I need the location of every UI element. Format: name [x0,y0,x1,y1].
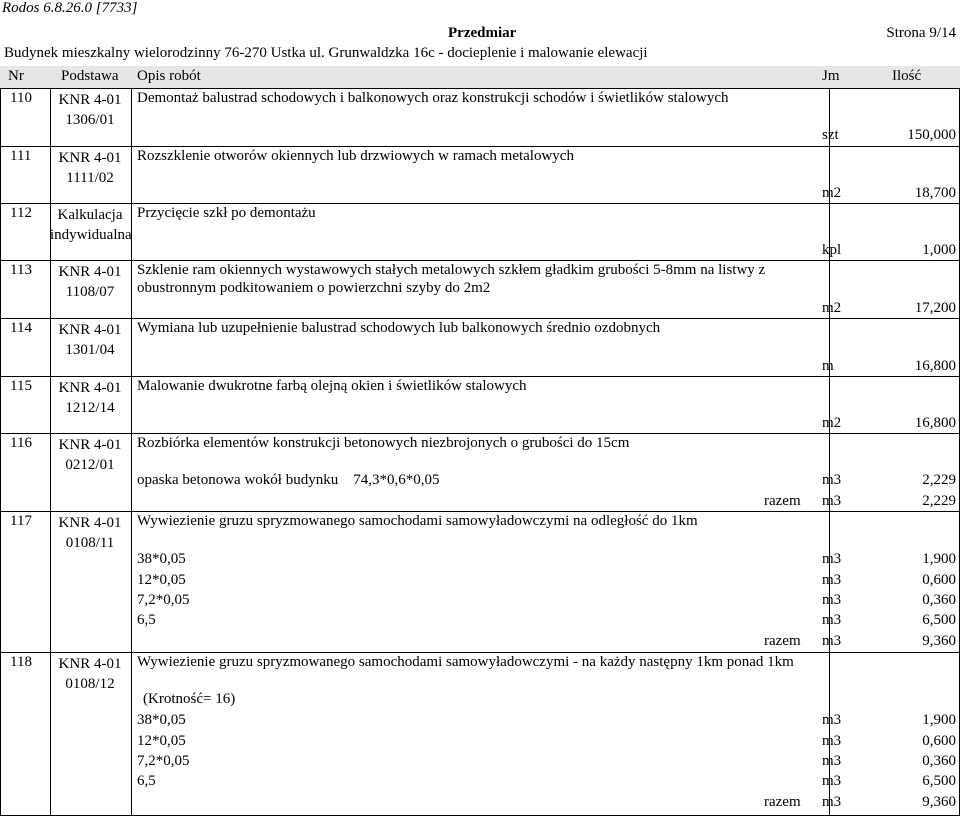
basis-code: Kalkulacja [57,207,123,223]
row-divider [0,511,960,512]
total-unit: m3 [822,794,842,810]
column-header [0,66,960,88]
row-quantity: 16,800 [914,415,956,431]
measurement-text: opaska betonowa wokół budynku 74,3*0,6*0,05 [137,472,440,488]
total-unit: m3 [822,633,842,649]
total-quantity: 9,360 [922,633,956,649]
measurement-quantity: 0,600 [922,733,956,749]
row-divider [0,260,960,261]
row-basis [50,148,130,188]
measurement-text: 6,5 [137,773,156,789]
measurement-text: 38*0,05 [137,712,186,728]
measurement-quantity: 0,600 [922,572,956,588]
row-description: Wywiezienie gruzu spryzmowanego samochodami samowyładowczymi - na każdy następny 1km ponad 1km [137,654,794,670]
row-number: 118 [10,654,32,670]
row-description: Rozszklenie otworów okiennych lub drzwiowych w ramach metalowych [137,148,574,164]
row-number: 112 [10,205,32,221]
basis-ref: 1111/02 [66,170,114,186]
row-unit: m [822,358,834,374]
row-basis [50,262,130,302]
row-quantity: 17,200 [914,300,956,316]
basis-ref: 1108/07 [65,284,115,300]
measurement-unit: m3 [822,551,842,567]
multiplier-note: (Krotność= 16) [143,691,236,707]
measurement-text: 6,5 [137,612,156,628]
row-unit: szt [822,127,839,143]
measurement-text: 12*0,05 [137,572,186,588]
row-divider [0,376,960,377]
row-number: 111 [10,148,32,164]
measurement-unit: m3 [822,773,842,789]
basis-ref: 1212/14 [65,400,115,416]
measurement-unit: m3 [822,612,842,628]
measurement-unit: m3 [822,733,842,749]
measurement-unit: m3 [822,753,842,769]
row-number: 115 [10,378,32,394]
page-number: Strona 9/14 [886,25,956,41]
row-unit: m2 [822,415,842,431]
measurement-unit: m3 [822,592,842,608]
measurement-text: 12*0,05 [137,733,186,749]
row-number: 110 [10,90,32,106]
row-quantity: 1,000 [922,242,956,258]
measurement-quantity: 1,900 [922,551,956,567]
row-basis [50,378,130,418]
measurement-quantity: 2,229 [922,472,956,488]
total-unit: m3 [822,493,842,509]
basis-code: KNR 4-01 [58,322,122,338]
row-unit: kpl [822,242,842,258]
row-number: 117 [10,513,32,529]
total-quantity: 9,360 [922,794,956,810]
measurement-text: 7,2*0,05 [137,592,190,608]
row-basis [50,205,130,245]
row-number: 114 [10,320,32,336]
row-basis [50,90,130,130]
measurement-text: 38*0,05 [137,551,186,567]
row-divider [0,433,960,434]
total-label: razem [764,493,801,509]
row-quantity: 18,700 [914,185,956,201]
row-unit: m2 [822,300,842,316]
row-basis [50,320,130,360]
row-quantity: 16,800 [914,358,956,374]
row-number: 116 [10,435,32,451]
col-opis: Opis robót [137,68,201,84]
row-basis [50,513,130,553]
row-description: Demontaż balustrad schodowych i balkonowych oraz konstrukcji schodów i świetlików stalowych [137,90,729,106]
measurement-quantity: 0,360 [922,753,956,769]
basis-code: KNR 4-01 [58,264,122,280]
total-quantity: 2,229 [922,493,956,509]
basis-ref: 1306/01 [65,112,115,128]
basis-ref: 0108/11 [65,535,115,551]
document-subtitle: Budynek mieszkalny wielorodzinny 76-270 Ustka ul. Grunwaldzka 16c - docieplenie i malowanie elewacji [4,45,648,61]
row-description-cont: obustronnym podkitowaniem o powierzchni szyby do 2m2 [137,280,491,296]
basis-code: KNR 4-01 [58,656,122,672]
row-description: Malowanie dwukrotne farbą olejną okien i świetlików stalowych [137,378,527,394]
header-rule [0,88,960,89]
row-description: Szklenie ram okiennych wystawowych stałych metalowych szkłem gładkim grubości 5-8mm na listwy z [137,262,766,278]
basis-code: KNR 4-01 [58,92,122,108]
row-description: Wymiana lub uzupełnienie balustrad schodowych lub balkonowych średnio ozdobnych [137,320,661,336]
measurement-quantity: 0,360 [922,592,956,608]
row-basis [50,654,130,694]
document-title: Przedmiar [448,25,517,41]
grid-line [0,88,1,816]
basis-code: KNR 4-01 [58,150,122,166]
app-title: Rodos 6.8.26.0 [7733] [2,0,138,16]
row-divider [0,203,960,204]
measurement-quantity: 1,900 [922,712,956,728]
grid-line [131,88,132,816]
row-description: Wywiezienie gruzu spryzmowanego samochodami samowyładowczymi na odległość do 1km [137,513,698,529]
basis-ref: 0212/01 [65,457,115,473]
row-divider [0,146,960,147]
measurement-text: 7,2*0,05 [137,753,190,769]
row-quantity: 150,000 [907,127,956,143]
row-divider [0,652,960,653]
col-jm: Jm [822,68,840,84]
row-description: Przycięcie szkł po demontażu [137,205,316,221]
col-podstawa: Podstawa [61,68,119,84]
col-ilosc: Ilość [892,68,922,84]
basis-code: KNR 4-01 [58,380,122,396]
basis-code: KNR 4-01 [58,437,122,453]
row-number: 113 [10,262,32,278]
basis-code: KNR 4-01 [58,515,122,531]
measurement-unit: m3 [822,712,842,728]
basis-ref: indywidualna [50,227,132,243]
row-unit: m2 [822,185,842,201]
measurement-unit: m3 [822,572,842,588]
basis-ref: 1301/04 [65,342,115,358]
row-description: Rozbiórka elementów konstrukcji betonowych niezbrojonych o grubości do 15cm [137,435,630,451]
basis-ref: 0108/12 [65,676,115,692]
col-nr: Nr [8,68,24,84]
row-divider [0,318,960,319]
measurement-quantity: 6,500 [922,612,956,628]
measurement-quantity: 6,500 [922,773,956,789]
total-label: razem [764,633,801,649]
measurement-unit: m3 [822,472,842,488]
row-basis [50,435,130,475]
total-label: razem [764,794,801,810]
